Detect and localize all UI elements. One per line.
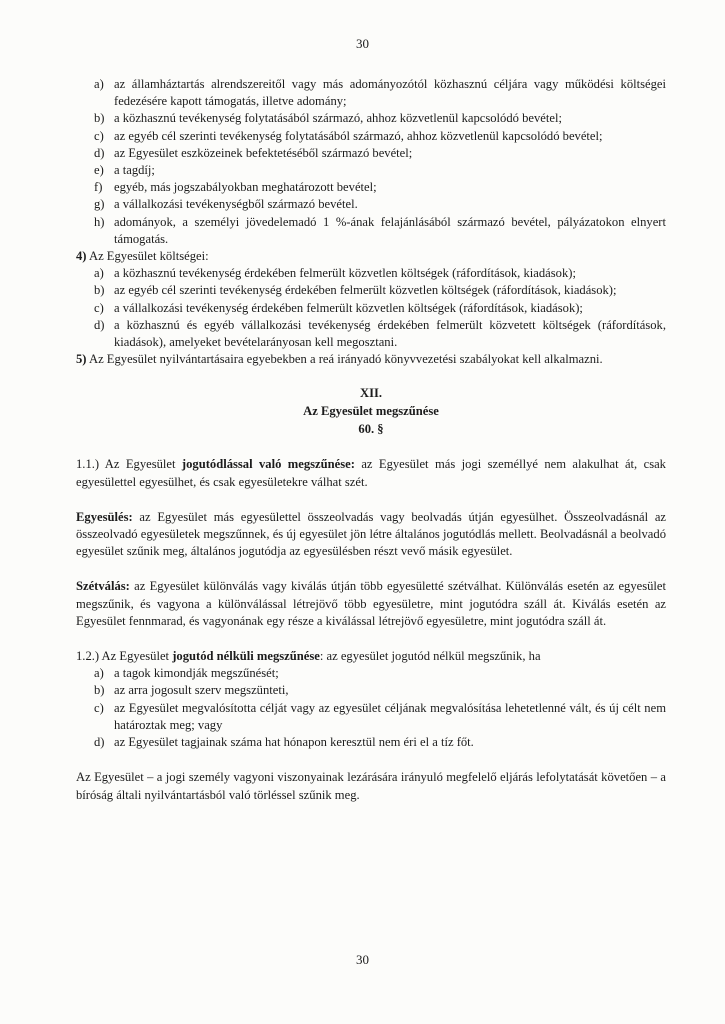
paragraph-number: 60. §	[358, 422, 384, 437]
page-content	[76, 76, 666, 804]
list-item	[76, 300, 666, 317]
list-label: c)	[94, 300, 104, 315]
list-label: d)	[94, 317, 105, 332]
list-label: a)	[94, 266, 104, 281]
list-label: b)	[94, 683, 105, 698]
chapter-roman: XII.	[359, 386, 383, 401]
dissolution-list	[76, 665, 666, 751]
list-text: a közhasznú tevékenység folytatásából származó, ahhoz közvetlenül kapcsolódó bevétel;	[114, 111, 562, 126]
income-list	[76, 76, 666, 248]
list-label: b)	[94, 283, 105, 298]
list-text: a vállalkozási tevékenység érdekében felmerült közvetlen költségek (ráfordítások, kiadások);	[114, 300, 583, 315]
page-number-bottom: 30	[356, 952, 369, 967]
list-label: c)	[94, 128, 104, 143]
list-item	[76, 282, 666, 299]
section-text: Az Egyesület költségei:	[88, 249, 209, 264]
list-item	[76, 317, 666, 351]
list-label: c)	[94, 700, 104, 715]
list-label: b)	[94, 111, 105, 126]
list-text: az Egyesület tagjainak száma hat hónapon keresztül nem éri el a tíz főt.	[114, 735, 474, 750]
list-item	[76, 734, 666, 751]
paragraph-text: az Egyesület más jogi személlyé nem alakulhat át, csak egyesülettel egyesülhet, és csak egyesületekre válhat szét.	[76, 457, 666, 489]
list-label: d)	[94, 735, 105, 750]
list-item	[76, 145, 666, 162]
list-item	[76, 162, 666, 179]
list-text: az egyéb cél szerinti tevékenység érdekében felmerült közvetlen költségek (ráfordítások, kiadások);	[114, 283, 617, 298]
paragraph-bold: jogutódlással való megszűnése:	[181, 457, 355, 472]
merger-text: az Egyesület más egyesülettel összeolvadás vagy beolvadás útján egyesülhet. Összeolvadásnál az összeolvadó egyesületek megszűnnek, és új egyesület jön létre általános jogutódlás mellett. Beolvadásnál a beolvadó egyesület szűnik meg, általános jogutódja az egyesülésben részt vevő másik egyesület.	[76, 509, 666, 559]
list-text: az Egyesület eszközeinek befektetéséből származó bevétel;	[114, 145, 413, 160]
list-label: d)	[94, 145, 105, 160]
list-text: a tagok kimondják megszűnését;	[114, 666, 279, 681]
chapter-title: Az Egyesület megszűnése	[303, 404, 439, 419]
list-text: az államháztartás alrendszereitől vagy más adományozótól közhasznú céljára vagy működési költségei fedezésére kapott támogatás, illetve adomány;	[114, 77, 666, 109]
division-text: az Egyesület különválás vagy kiválás útján több egyesületté szétválhat. Különválás esetén az egyesület megszűnik, és vagyona a különválással létrejövő több egyesületre, mint jogutódra száll át. Kiválás esetén az Egyesület fennmarad, és vagyonának egy része a kiválással létrejövő egyesületre, mint jogutódra száll át.	[76, 579, 666, 628]
list-text: a közhasznú és egyéb vállalkozási tevékenység érdekében felmerült közvetett költségek (ráfordítások, kiadások), amelyeket bevételarányosan kell megosztani.	[114, 317, 666, 350]
list-text: a közhasznú tevékenység érdekében felmerült közvetlen költségek (ráfordítások, kiadások);	[114, 266, 576, 281]
section-4-intro	[76, 248, 666, 265]
list-item	[76, 110, 666, 127]
costs-list	[76, 265, 666, 351]
list-item	[76, 265, 666, 282]
list-item	[76, 665, 666, 682]
list-label: g)	[94, 197, 105, 212]
division-paragraph	[76, 578, 666, 630]
list-label: f)	[94, 180, 103, 195]
list-label: h)	[94, 214, 105, 229]
paragraph-num: 1.2.) Az Egyesület	[76, 649, 170, 664]
merger-paragraph	[76, 509, 666, 561]
paragraph-bold: jogutód nélküli megszűnése	[172, 649, 320, 664]
section-5	[76, 351, 666, 368]
list-text: az egyéb cél szerinti tevékenység folytatásából származó, ahhoz közvetlenül kapcsolódó bevétel;	[114, 128, 603, 143]
list-item	[76, 682, 666, 699]
section-number: 5)	[76, 352, 87, 367]
list-text: a vállalkozási tevékenységből származó bevétel.	[114, 197, 358, 212]
list-label: a)	[94, 77, 104, 91]
list-item	[76, 76, 666, 110]
list-text: egyéb, más jogszabályokban meghatározott bevétel;	[114, 180, 377, 195]
list-text: adományok, a személyi jövedelemadó 1 %-ának felajánlásából származó bevétel, pályázatokon elnyert támogatás.	[114, 214, 666, 246]
paragraph-1-1	[76, 456, 666, 490]
section-number: 4)	[76, 249, 87, 264]
list-item	[76, 128, 666, 145]
list-label: e)	[94, 163, 104, 178]
list-text: a tagdíj;	[114, 163, 155, 178]
paragraph-1-2	[76, 648, 666, 665]
paragraph-text: : az egyesület jogutód nélkül megszűnik, ha	[319, 649, 541, 664]
paragraph-num: 1.1.) Az Egyesület	[76, 457, 176, 472]
list-text: az Egyesület megvalósította célját vagy az egyesület céljának megvalósítása lehetetlenné vált, és új célt nem határoztak meg; vagy	[114, 700, 666, 732]
section-text: Az Egyesület nyilvántartásaira egyebekben a reá irányadó könyvvezetési szabályokat kell alkalmazni.	[88, 352, 603, 367]
list-item	[76, 214, 666, 248]
list-item	[76, 700, 666, 734]
list-item	[76, 196, 666, 213]
list-item	[76, 179, 666, 196]
term-division: Szétválás:	[76, 579, 130, 594]
closing-paragraph: Az Egyesület – a jogi személy vagyoni viszonyainak lezárására irányuló megfelelő eljárás lefolytatását követően – a bíróság általi nyilvántartásból való törléssel szűnik meg.	[76, 770, 666, 802]
list-label: a)	[94, 666, 104, 681]
term-merger: Egyesülés:	[76, 509, 133, 524]
chapter-heading	[76, 384, 666, 438]
list-text: az arra jogosult szerv megszünteti,	[114, 683, 289, 698]
page-number-top: 30	[356, 36, 369, 51]
